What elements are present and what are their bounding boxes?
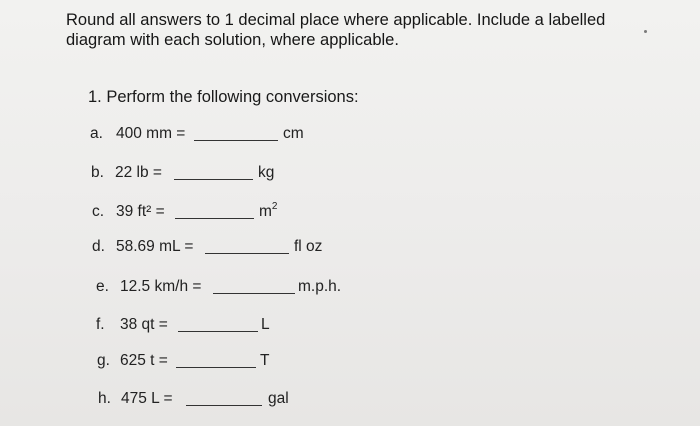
item-expression: 625 t =	[120, 352, 168, 369]
item-letter: d.	[92, 238, 105, 255]
item-letter: h.	[98, 390, 111, 407]
item-letter: e.	[96, 278, 109, 295]
answer-blank[interactable]	[176, 367, 256, 368]
item-expression: 475 L =	[121, 390, 173, 407]
item-expression: 22 lb =	[115, 164, 162, 181]
item-expression: 38 qt =	[120, 316, 168, 333]
instructions-line-1: Round all answers to 1 decimal place where applicable. Include a labelled	[66, 11, 606, 29]
item-unit	[259, 201, 277, 223]
item-expression: 39 ft² =	[116, 203, 165, 220]
item-unit: T	[260, 352, 270, 369]
item-expression: 400 mm =	[116, 125, 186, 142]
answer-blank[interactable]	[205, 253, 289, 254]
answer-blank[interactable]	[178, 331, 258, 332]
unit-exponent: 2	[271, 200, 278, 212]
instructions	[66, 10, 656, 50]
item-expression: 58.69 mL =	[116, 238, 194, 255]
item-letter: b.	[91, 164, 104, 181]
answer-blank[interactable]	[194, 140, 278, 141]
answer-blank[interactable]	[174, 179, 253, 180]
item-letter: f.	[96, 316, 105, 333]
item-expression: 12.5 km/h =	[120, 278, 202, 295]
item-unit: fl oz	[294, 238, 323, 255]
item-unit: kg	[258, 164, 275, 181]
speck	[644, 30, 647, 33]
answer-blank[interactable]	[186, 405, 262, 406]
instructions-line-2: diagram with each solution, where applicable.	[66, 31, 399, 49]
item-unit: L	[261, 316, 270, 333]
item-letter: g.	[97, 352, 110, 369]
item-unit: gal	[268, 390, 289, 407]
answer-blank[interactable]	[175, 218, 254, 219]
question-heading: 1. Perform the following conversions:	[88, 88, 359, 106]
item-unit: cm	[283, 125, 304, 142]
item-letter: a.	[90, 125, 103, 142]
item-unit: m.p.h.	[298, 278, 342, 295]
item-letter: c.	[92, 203, 105, 220]
answer-blank[interactable]	[213, 293, 295, 294]
unit-base: m	[259, 203, 272, 220]
